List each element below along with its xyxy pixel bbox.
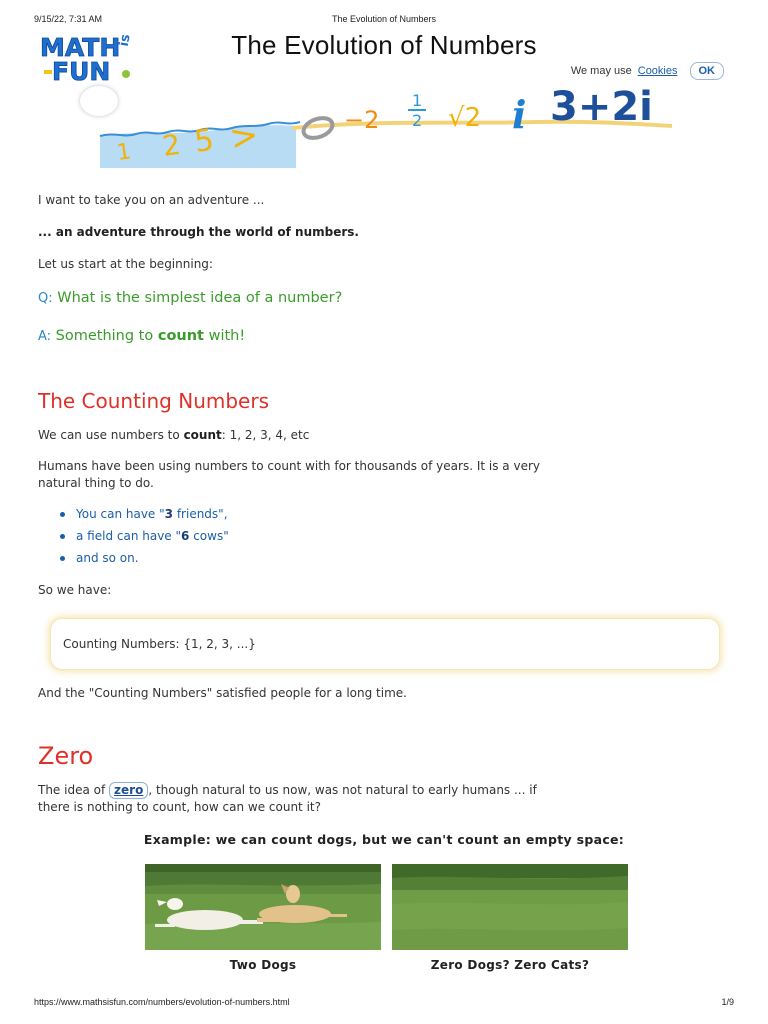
- list-item: [60, 528, 229, 550]
- counting-p2-line2: natural thing to do.: [38, 476, 154, 490]
- page-title: The Evolution of Numbers: [231, 30, 537, 60]
- banner-glyph-neg2: −2: [344, 106, 380, 134]
- print-footer: [34, 997, 734, 1007]
- counting-p1-bold: count: [183, 428, 222, 442]
- intro-paragraph-2-bold: ... an adventure through the world of numbers.: [38, 225, 359, 239]
- zero-p-post: , though natural to us now, was not natural to early humans ... if: [148, 783, 537, 797]
- logo-math-text: MATH: [40, 33, 121, 62]
- banner-glyph-gt: >: [226, 114, 262, 159]
- counting-numbers-definition: Counting Numbers: {1, 2, 3, ...}: [63, 637, 256, 651]
- answer-post: with!: [208, 328, 246, 344]
- counting-paragraph-1: [38, 427, 309, 444]
- list-item-pre: and so on.: [76, 551, 139, 565]
- print-page-number: 1/9: [721, 997, 734, 1007]
- banner-glyph-half-den: 2: [412, 111, 423, 130]
- logo-green-accent: [122, 70, 130, 78]
- list-item-pre: a field can have ": [76, 529, 182, 543]
- counting-p2-line1: Humans have been using numbers to count with for thousands of years. It is a very: [38, 459, 540, 473]
- logo-yellow-accent: [44, 70, 52, 74]
- list-item-post: friends",: [173, 507, 228, 521]
- example-caption: Example: we can count dogs, but we can't count an empty space:: [143, 832, 625, 847]
- zero-p-line2: there is nothing to count, how can we count it?: [38, 800, 321, 814]
- empty-grass-caption: Zero Dogs? Zero Cats?: [430, 958, 590, 972]
- list-item: [60, 550, 229, 572]
- banner-glyph-zero: [301, 114, 335, 141]
- banner-illustration: [96, 80, 676, 176]
- counting-p1-post: : 1, 2, 3, 4, etc: [221, 428, 310, 442]
- question: [38, 290, 342, 306]
- print-url: https://www.mathsisfun.com/numbers/evolution-of-numbers.html: [34, 997, 290, 1007]
- zero-p-pre: The idea of: [38, 783, 106, 797]
- question-label: Q:: [38, 291, 53, 306]
- cookie-text: We may use: [570, 65, 632, 77]
- counting-numbers-definition-box: [50, 618, 720, 670]
- intro-paragraph-3: Let us start at the beginning:: [38, 257, 213, 271]
- counting-paragraph-2: [38, 458, 540, 492]
- counting-p1-pre: We can use numbers to: [38, 428, 180, 442]
- list-item-pre: You can have ": [76, 507, 165, 521]
- so-we-have: So we have:: [38, 583, 112, 597]
- answer-pre: Something to: [55, 328, 154, 344]
- banner-glyph-5: 5: [192, 122, 217, 160]
- cookies-link[interactable]: Cookies: [637, 65, 678, 77]
- banner-glyph-2: 2: [160, 127, 183, 163]
- heading-zero: Zero: [38, 742, 94, 770]
- heading-counting-numbers: The Counting Numbers: [38, 389, 269, 413]
- empty-grass-photo: [392, 864, 628, 950]
- banner-glyph-complex: 3+2i: [550, 84, 653, 130]
- answer-bold: count: [157, 328, 204, 344]
- counting-after: And the "Counting Numbers" satisfied people for a long time.: [38, 686, 407, 700]
- number-evolution-banner: [96, 80, 676, 176]
- cookie-bar: [571, 62, 724, 80]
- list-item: [60, 506, 229, 528]
- banner-glyph-sqrt2: √2: [448, 103, 482, 133]
- answer-label: A:: [38, 329, 52, 344]
- empty-grass-image: [392, 864, 628, 950]
- banner-glyph-1: 1: [115, 139, 133, 166]
- logo-is-text: is: [116, 33, 134, 48]
- print-doc-title: The Evolution of Numbers: [331, 14, 437, 24]
- list-item-bold: 6: [181, 529, 190, 543]
- print-datetime: 9/15/22, 7:31 AM: [34, 14, 103, 24]
- two-dogs-photo: [145, 864, 381, 950]
- banner-glyph-i: i: [512, 92, 527, 137]
- banner-glyph-half-num: 1: [412, 91, 423, 110]
- print-header: [34, 14, 734, 26]
- intro-paragraph-2: [38, 224, 359, 241]
- list-item-bold: 3: [164, 507, 174, 521]
- two-dogs-image: [145, 864, 381, 950]
- intro-paragraph-1: I want to take you on an adventure ...: [38, 193, 265, 207]
- question-text: What is the simplest idea of a number?: [57, 290, 343, 306]
- zero-link[interactable]: zero: [109, 782, 148, 799]
- answer: [38, 328, 245, 344]
- two-dogs-caption: Two Dogs: [229, 958, 297, 972]
- cookie-ok-button[interactable]: OK: [690, 62, 725, 80]
- zero-paragraph: [38, 782, 537, 816]
- counting-examples-list: [60, 506, 229, 572]
- list-item-post: cows": [189, 529, 229, 543]
- logo-fun-text: FUN: [52, 57, 111, 84]
